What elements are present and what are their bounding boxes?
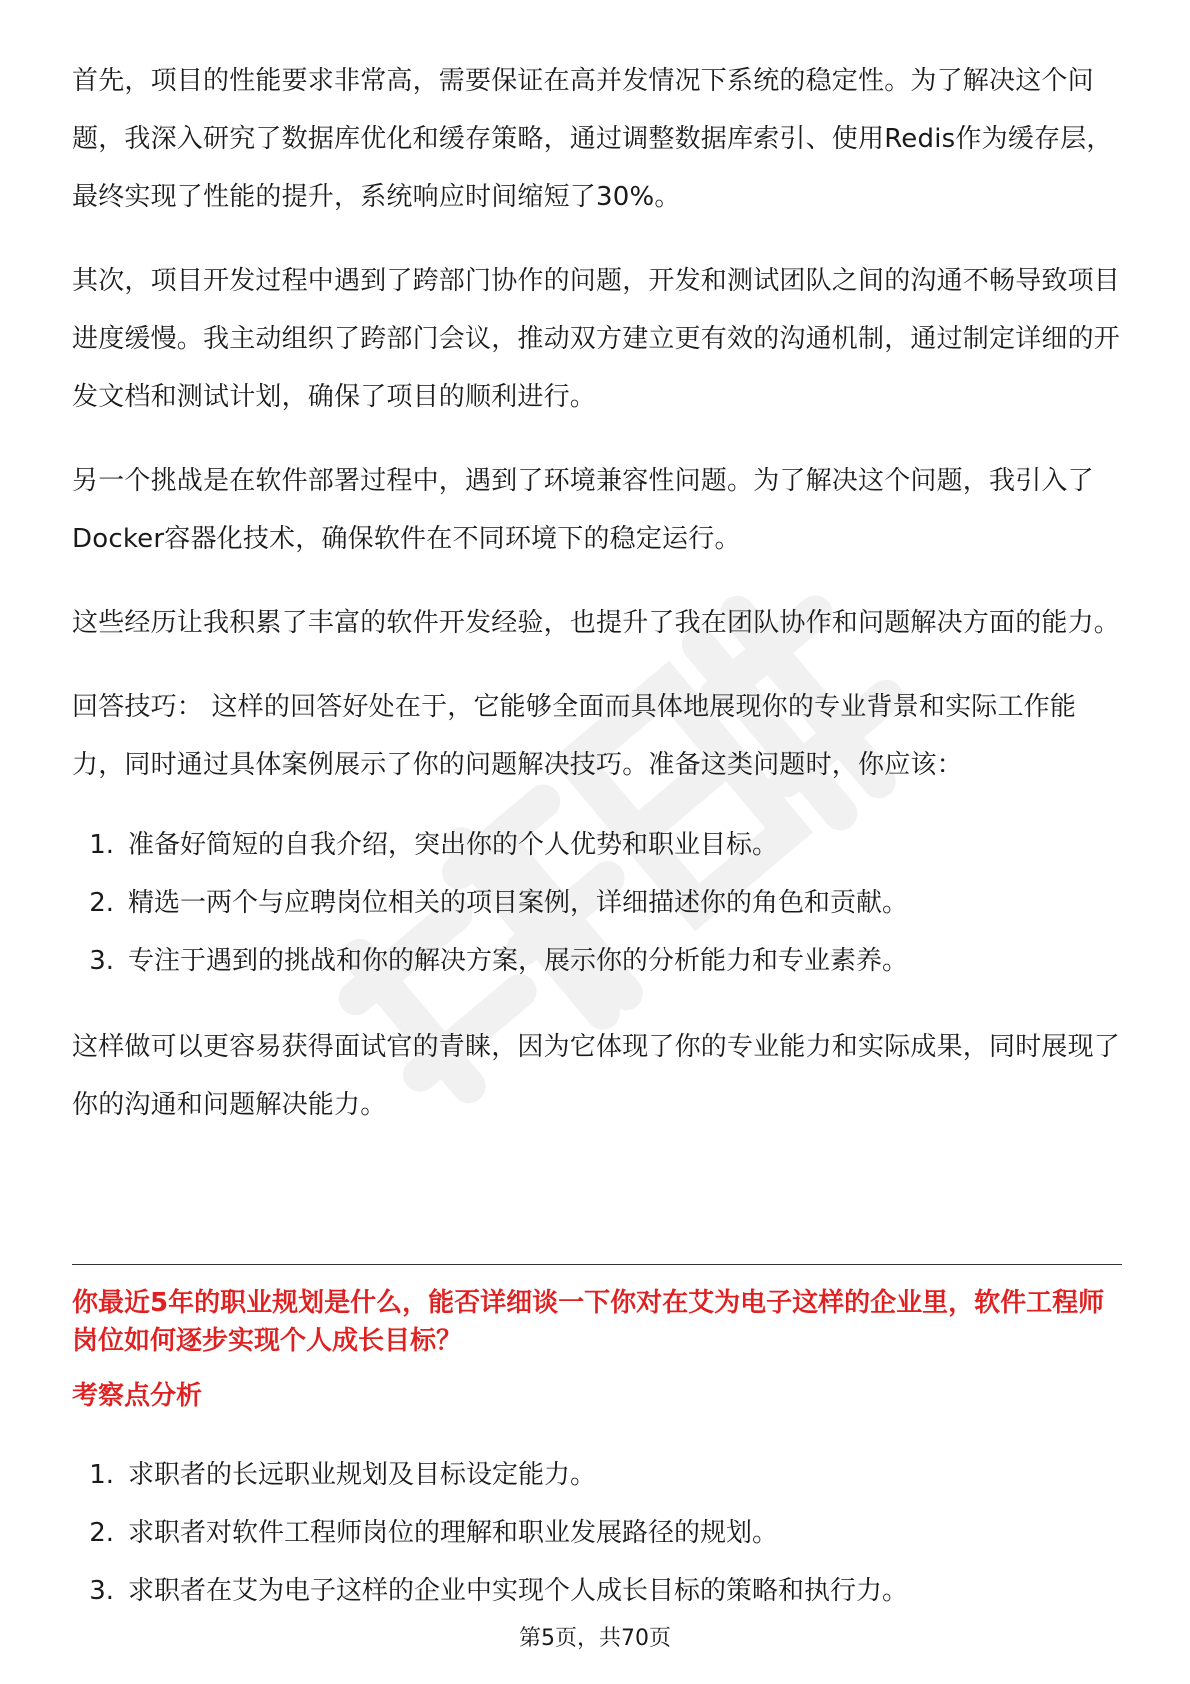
list-item xyxy=(72,874,1122,932)
paragraph-summary: 这些经历让我积累了丰富的软件开发经验，也提升了我在团队协作和问题解决方面的能力。 xyxy=(72,608,1121,638)
section-divider xyxy=(72,1264,1122,1265)
paragraph-deployment: 另一个挑战是在软件部署过程中，遇到了环境兼容性问题。为了解决这个问题，我引入了Docker容器化技术，确保软件在不同环境下的稳定运行。 xyxy=(72,466,1094,554)
list-item-text: 求职者的长远职业规划及目标设定能力。 xyxy=(128,1460,597,1490)
list-item-number: 3. xyxy=(89,946,114,976)
list-item xyxy=(72,1562,1122,1620)
list-item-number: 2. xyxy=(89,888,114,918)
list-item-number: 1. xyxy=(89,830,114,860)
list-item xyxy=(72,932,1122,990)
interview-question: 你最近5年的职业规划是什么，能否详细谈一下你对在艾为电子这样的企业里，软件工程师岗位如何逐步实现个人成长目标？ xyxy=(72,1288,1105,1356)
body-content xyxy=(72,52,1122,1160)
list-item-number: 1. xyxy=(89,1460,114,1490)
list-item-text: 专注于遇到的挑战和你的解决方案，展示你的分析能力和专业素养。 xyxy=(128,946,909,976)
list-item-text: 精选一两个与应聘岗位相关的项目案例，详细描述你的角色和贡献。 xyxy=(128,888,909,918)
list-item xyxy=(72,1504,1122,1562)
answer-tip: 回答技巧： 这样的回答好处在于，它能够全面而具体地展现你的专业背景和实际工作能力，同时通过具体案例展示了你的问题解决技巧。准备这类问题时，你应该： xyxy=(72,692,1077,780)
paragraph-performance: 首先，项目的性能要求非常高，需要保证在高并发情况下系统的稳定性。为了解决这个问题，我深入研究了数据库优化和缓存策略，通过调整数据库索引、使用Redis作为缓存层，最终实现了性能的提升，系统响应时间缩短了30%。 xyxy=(72,66,1113,212)
list-item xyxy=(72,816,1122,874)
page-number-footer: 第5页，共70页 xyxy=(519,1626,671,1651)
list-item xyxy=(72,1446,1122,1504)
tip-list xyxy=(72,816,1122,990)
analysis-heading: 考察点分析 xyxy=(72,1381,203,1411)
paragraph-collaboration: 其次，项目开发过程中遇到了跨部门协作的问题，开发和测试团队之间的沟通不畅导致项目进度缓慢。我主动组织了跨部门会议，推动双方建立更有效的沟通机制，通过制定详细的开发文档和测试计划，确保了项目的顺利进行。 xyxy=(72,266,1121,412)
list-item-text: 准备好简短的自我介绍，突出你的个人优势和职业目标。 xyxy=(128,830,779,860)
list-item-text: 求职者在艾为电子这样的企业中实现个人成长目标的策略和执行力。 xyxy=(128,1576,909,1606)
list-item-number: 2. xyxy=(89,1518,114,1548)
list-item-number: 3. xyxy=(89,1576,114,1606)
list-item-text: 求职者对软件工程师岗位的理解和职业发展路径的规划。 xyxy=(128,1518,779,1548)
closing-paragraph: 这样做可以更容易获得面试官的青睐，因为它体现了你的专业能力和实际成果，同时展现了你的沟通和问题解决能力。 xyxy=(72,1032,1121,1120)
analysis-list xyxy=(72,1446,1122,1620)
